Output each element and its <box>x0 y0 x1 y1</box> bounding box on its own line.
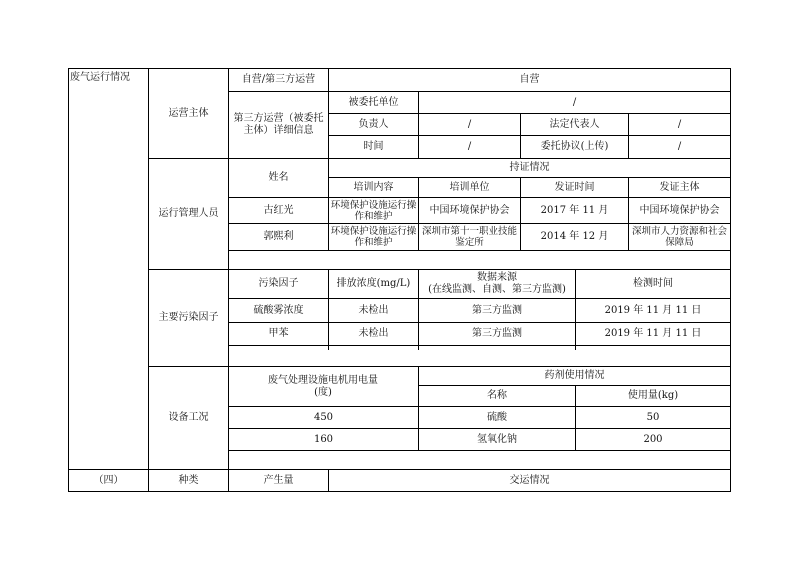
rule <box>228 450 730 451</box>
pollutant-source: 第三方监测 <box>472 328 522 339</box>
staff-name: 古红光 <box>263 204 294 216</box>
staff-content: 环境保护设施运行操作和维护 <box>330 199 417 222</box>
pollutant-concentration: 未检出 <box>358 328 389 339</box>
time-label: 时间 <box>363 141 384 152</box>
person-value: / <box>467 118 472 130</box>
operator-type-value: 自营 <box>519 74 540 85</box>
equipment-label: 设备工况 <box>168 412 209 423</box>
entrusted-unit-label: 被委托单位 <box>348 96 399 108</box>
staff-issuer: 中国环境保护协会 <box>639 204 720 216</box>
pollutant-label: 主要污染因子 <box>158 312 219 323</box>
staff-date: 2014 年 12 月 <box>540 231 609 242</box>
pollutant-concentration: 未检出 <box>358 304 389 316</box>
staff-date: 2017 年 11 月 <box>540 204 609 216</box>
staff-name: 郭熙利 <box>263 231 294 242</box>
third-party-label: 第三方运营（被委托主体）详细信息 <box>233 113 324 136</box>
cert-header: 持证情况 <box>509 162 550 173</box>
power-value: 450 <box>313 411 334 423</box>
chem-name: 氢氧化钠 <box>477 433 517 445</box>
agreement-label: 委托协议(上传) <box>540 141 609 152</box>
power-header: 废气处理设施电机用电量(度) <box>268 374 378 398</box>
legal-rep-label: 法定代表人 <box>549 118 600 130</box>
legal-rep-value: / <box>677 118 682 130</box>
col-header-date: 发证时间 <box>554 181 595 193</box>
pollutant-header-time: 检测时间 <box>633 278 673 289</box>
person-label: 负责人 <box>358 118 389 130</box>
operator-label: 运营主体 <box>168 107 209 119</box>
section-title: 废气运行情况 <box>70 72 130 83</box>
col-header-unit: 培训单位 <box>449 181 490 193</box>
pollutant-factor: 甲苯 <box>268 328 289 339</box>
pollutant-time: 2019 年 11 月 11 日 <box>604 304 702 316</box>
rule <box>730 68 731 492</box>
chem-amount-header: 使用量(kg) <box>627 390 679 401</box>
chem-name-header: 名称 <box>487 390 507 401</box>
rule <box>228 250 730 251</box>
power-value: 160 <box>313 433 334 445</box>
staff-content: 环境保护设施运行操作和维护 <box>330 226 417 248</box>
pollutant-source: 第三方监测 <box>472 304 522 316</box>
chem-name: 硫酸 <box>487 411 507 423</box>
time-value: / <box>467 141 472 152</box>
entrusted-unit-value: / <box>572 96 577 108</box>
col-header-content: 培训内容 <box>353 181 394 193</box>
next-section-index: （四） <box>93 474 124 486</box>
pollutant-header-source: 数据来源 (在线监测、自测、第三方监测) <box>428 272 566 295</box>
chem-header: 药剂使用情况 <box>544 370 605 381</box>
pollutant-time: 2019 年 11 月 11 日 <box>604 328 702 339</box>
agreement-value: / <box>677 141 682 152</box>
name-header: 姓名 <box>268 172 289 183</box>
staff-unit: 深圳市第十一职业技能鉴定所 <box>421 226 517 248</box>
staff-label: 运行管理人员 <box>158 208 219 219</box>
pollutant-header-concentration: 排放浓度(mg/L) <box>336 278 411 289</box>
next-section-col-type: 种类 <box>178 474 199 486</box>
col-header-issuer: 发证主体 <box>659 181 700 193</box>
operator-type-label: 自营/第三方运营 <box>241 74 316 85</box>
staff-issuer: 深圳市人力资源和社会保障局 <box>631 226 727 248</box>
chem-amount: 50 <box>646 411 660 423</box>
next-section-col-amount: 产生量 <box>263 474 294 486</box>
pollutant-factor: 硫酸雾浓度 <box>253 304 304 316</box>
pollutant-header-factor: 污染因子 <box>258 278 299 289</box>
next-section-col-transport: 交运情况 <box>509 474 550 486</box>
rule <box>68 491 730 492</box>
rule <box>228 345 730 346</box>
rule <box>68 68 69 492</box>
chem-amount: 200 <box>643 433 663 445</box>
staff-unit: 中国环境保护协会 <box>429 204 510 216</box>
